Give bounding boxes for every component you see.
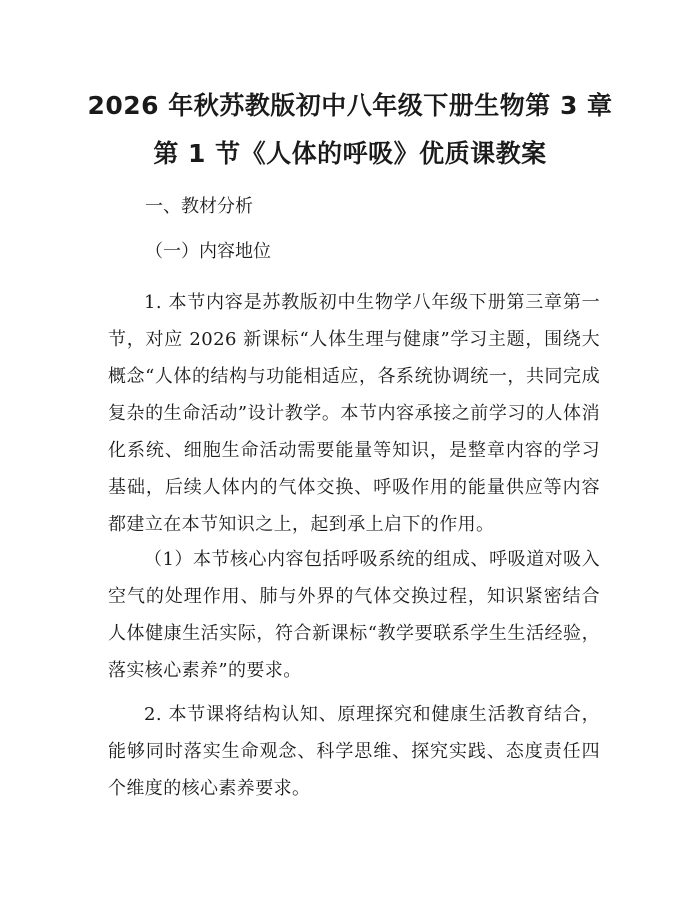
paragraph: 1. 本节内容是苏教版初中生物学八年级下册第三章第一节，对应 2026 新课标“人体生理与健康”学习主题，围绕大概念“人体的结构与功能相适应，各系统协调统一，共同完成复杂的生命活动”设计教学。本节内容承接之前学习的人体消化系统、细胞生命活动需要能量等知识，是整章内容的学习基础，后续人体内的气体交换、呼吸作用的能量供应等内容都建立在本节知识之上，起到承上启下的作用。 [108, 292, 600, 535]
subsection-heading: （一）内容地位 [145, 241, 271, 262]
document-title-line-1: 2026 年秋苏教版初中八年级下册生物第 3 章 [87, 91, 613, 120]
paragraph: 2. 本节课将结构认知、原理探究和健康生活教育结合，能够同时落实生命观念、科学思维、探究实践、态度责任四个维度的核心素养要求。 [108, 704, 600, 799]
section-heading: 一、教材分析 [145, 196, 253, 217]
paragraph: （1）本节核心内容包括呼吸系统的组成、呼吸道对吸入空气的处理作用、肺与外界的气体交换过程，知识紧密结合人体健康生活实际，符合新课标“教学要联系学生生活经验，落实核心素养”的要求。 [108, 549, 600, 681]
document-title-line-2: 第 1 节《人体的呼吸》优质课教案 [153, 139, 547, 168]
